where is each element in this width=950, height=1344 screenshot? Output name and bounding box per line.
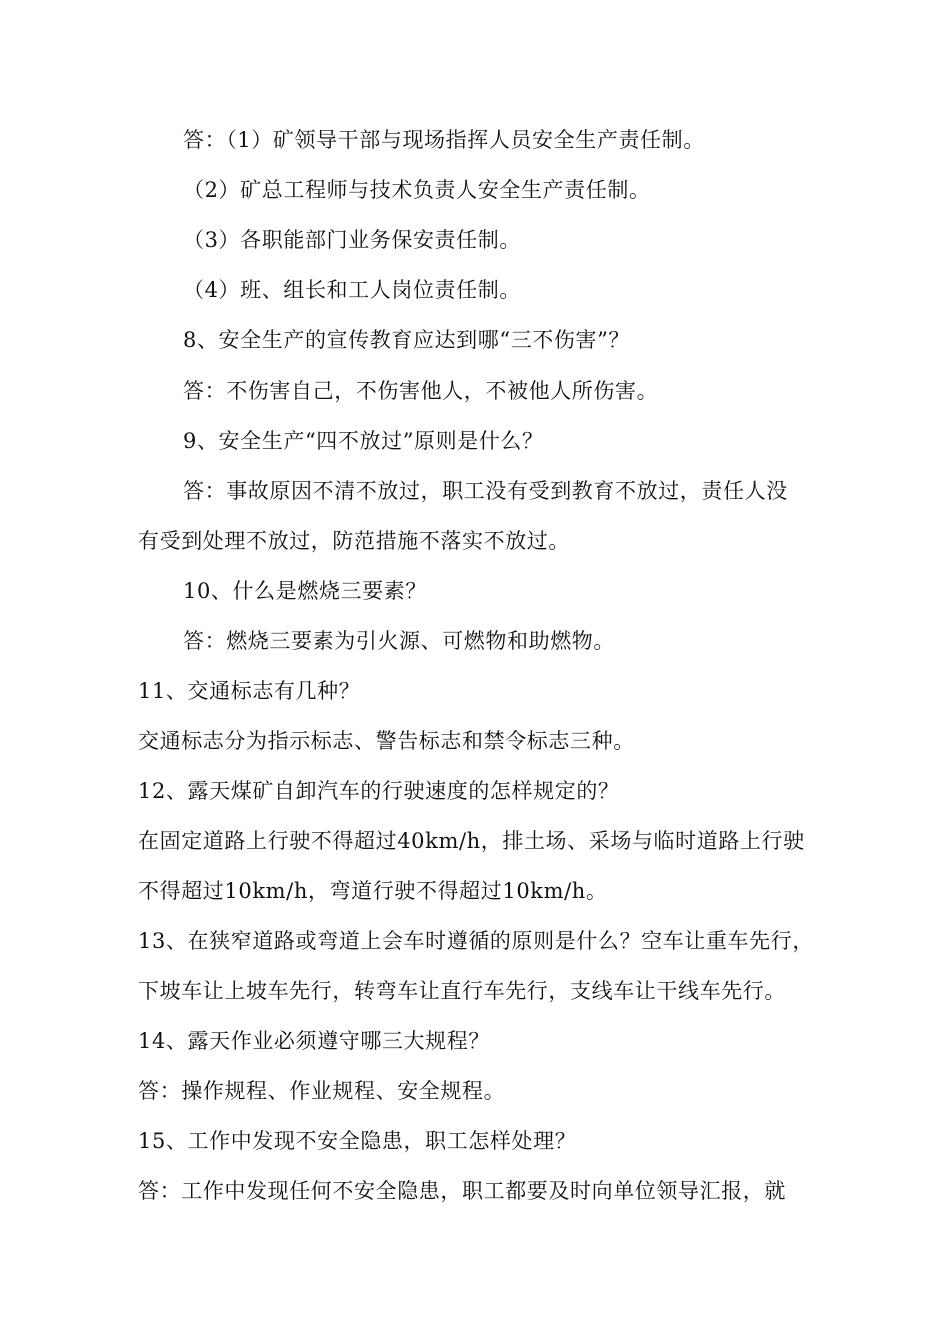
question-14: 14、露天作业必须遵守哪三大规程？ [138,1029,490,1053]
answer-8: 答：不伤害自己，不伤害他人，不被他人所伤害。 [183,379,659,403]
question-15: 15、工作中发现不安全隐患，职工怎样处理？ [138,1129,577,1153]
question-11: 11、交通标志有几种？ [138,679,361,703]
question-10: 10、什么是燃烧三要素？ [183,579,427,603]
answer-15-line-1: 答：工作中发现任何不安全隐患，职工都要及时向单位领导汇报，就 [138,1179,786,1203]
answer-9-line-2: 有受到处理不放过，防范措施不落实不放过。 [138,529,570,553]
question-9: 9、安全生产“四不放过”原则是什么？ [183,429,544,453]
question-13-line-2: 下坡车让上坡车先行，转弯车让直行车先行，支线车让干线车先行。 [138,979,786,1003]
answer-14: 答：操作规程、作业规程、安全规程。 [138,1079,506,1103]
answer-7-line-2: （2）矿总工程师与技术负责人安全生产责任制。 [183,178,651,202]
question-13-line-1: 13、在狭窄道路或弯道上会车时遵循的原则是什么？空车让重车先行， [138,929,814,953]
question-12: 12、露天煤矿自卸汽车的行驶速度的怎样规定的？ [138,779,620,803]
answer-10: 答：燃烧三要素为引火源、可燃物和助燃物。 [183,629,615,653]
answer-9-line-1: 答：事故原因不清不放过，职工没有受到教育不放过，责任人没 [183,479,788,503]
answer-7-line-3: （3）各职能部门业务保安责任制。 [183,228,521,252]
answer-11: 交通标志分为指示标志、警告标志和禁令标志三种。 [138,729,635,753]
answer-7-line-4: （4）班、组长和工人岗位责任制。 [183,278,521,302]
question-8: 8、安全生产的宣传教育应达到哪“三不伤害”？ [183,328,631,352]
answer-7-line-1: 答：（1）矿领导干部与现场指挥人员安全生产责任制。 [183,128,705,152]
answer-12-line-1: 在固定道路上行驶不得超过40km/h，排土场、采场与临时道路上行驶 [138,829,805,853]
answer-12-line-2: 不得超过10km/h，弯道行驶不得超过10km/h。 [138,879,608,903]
